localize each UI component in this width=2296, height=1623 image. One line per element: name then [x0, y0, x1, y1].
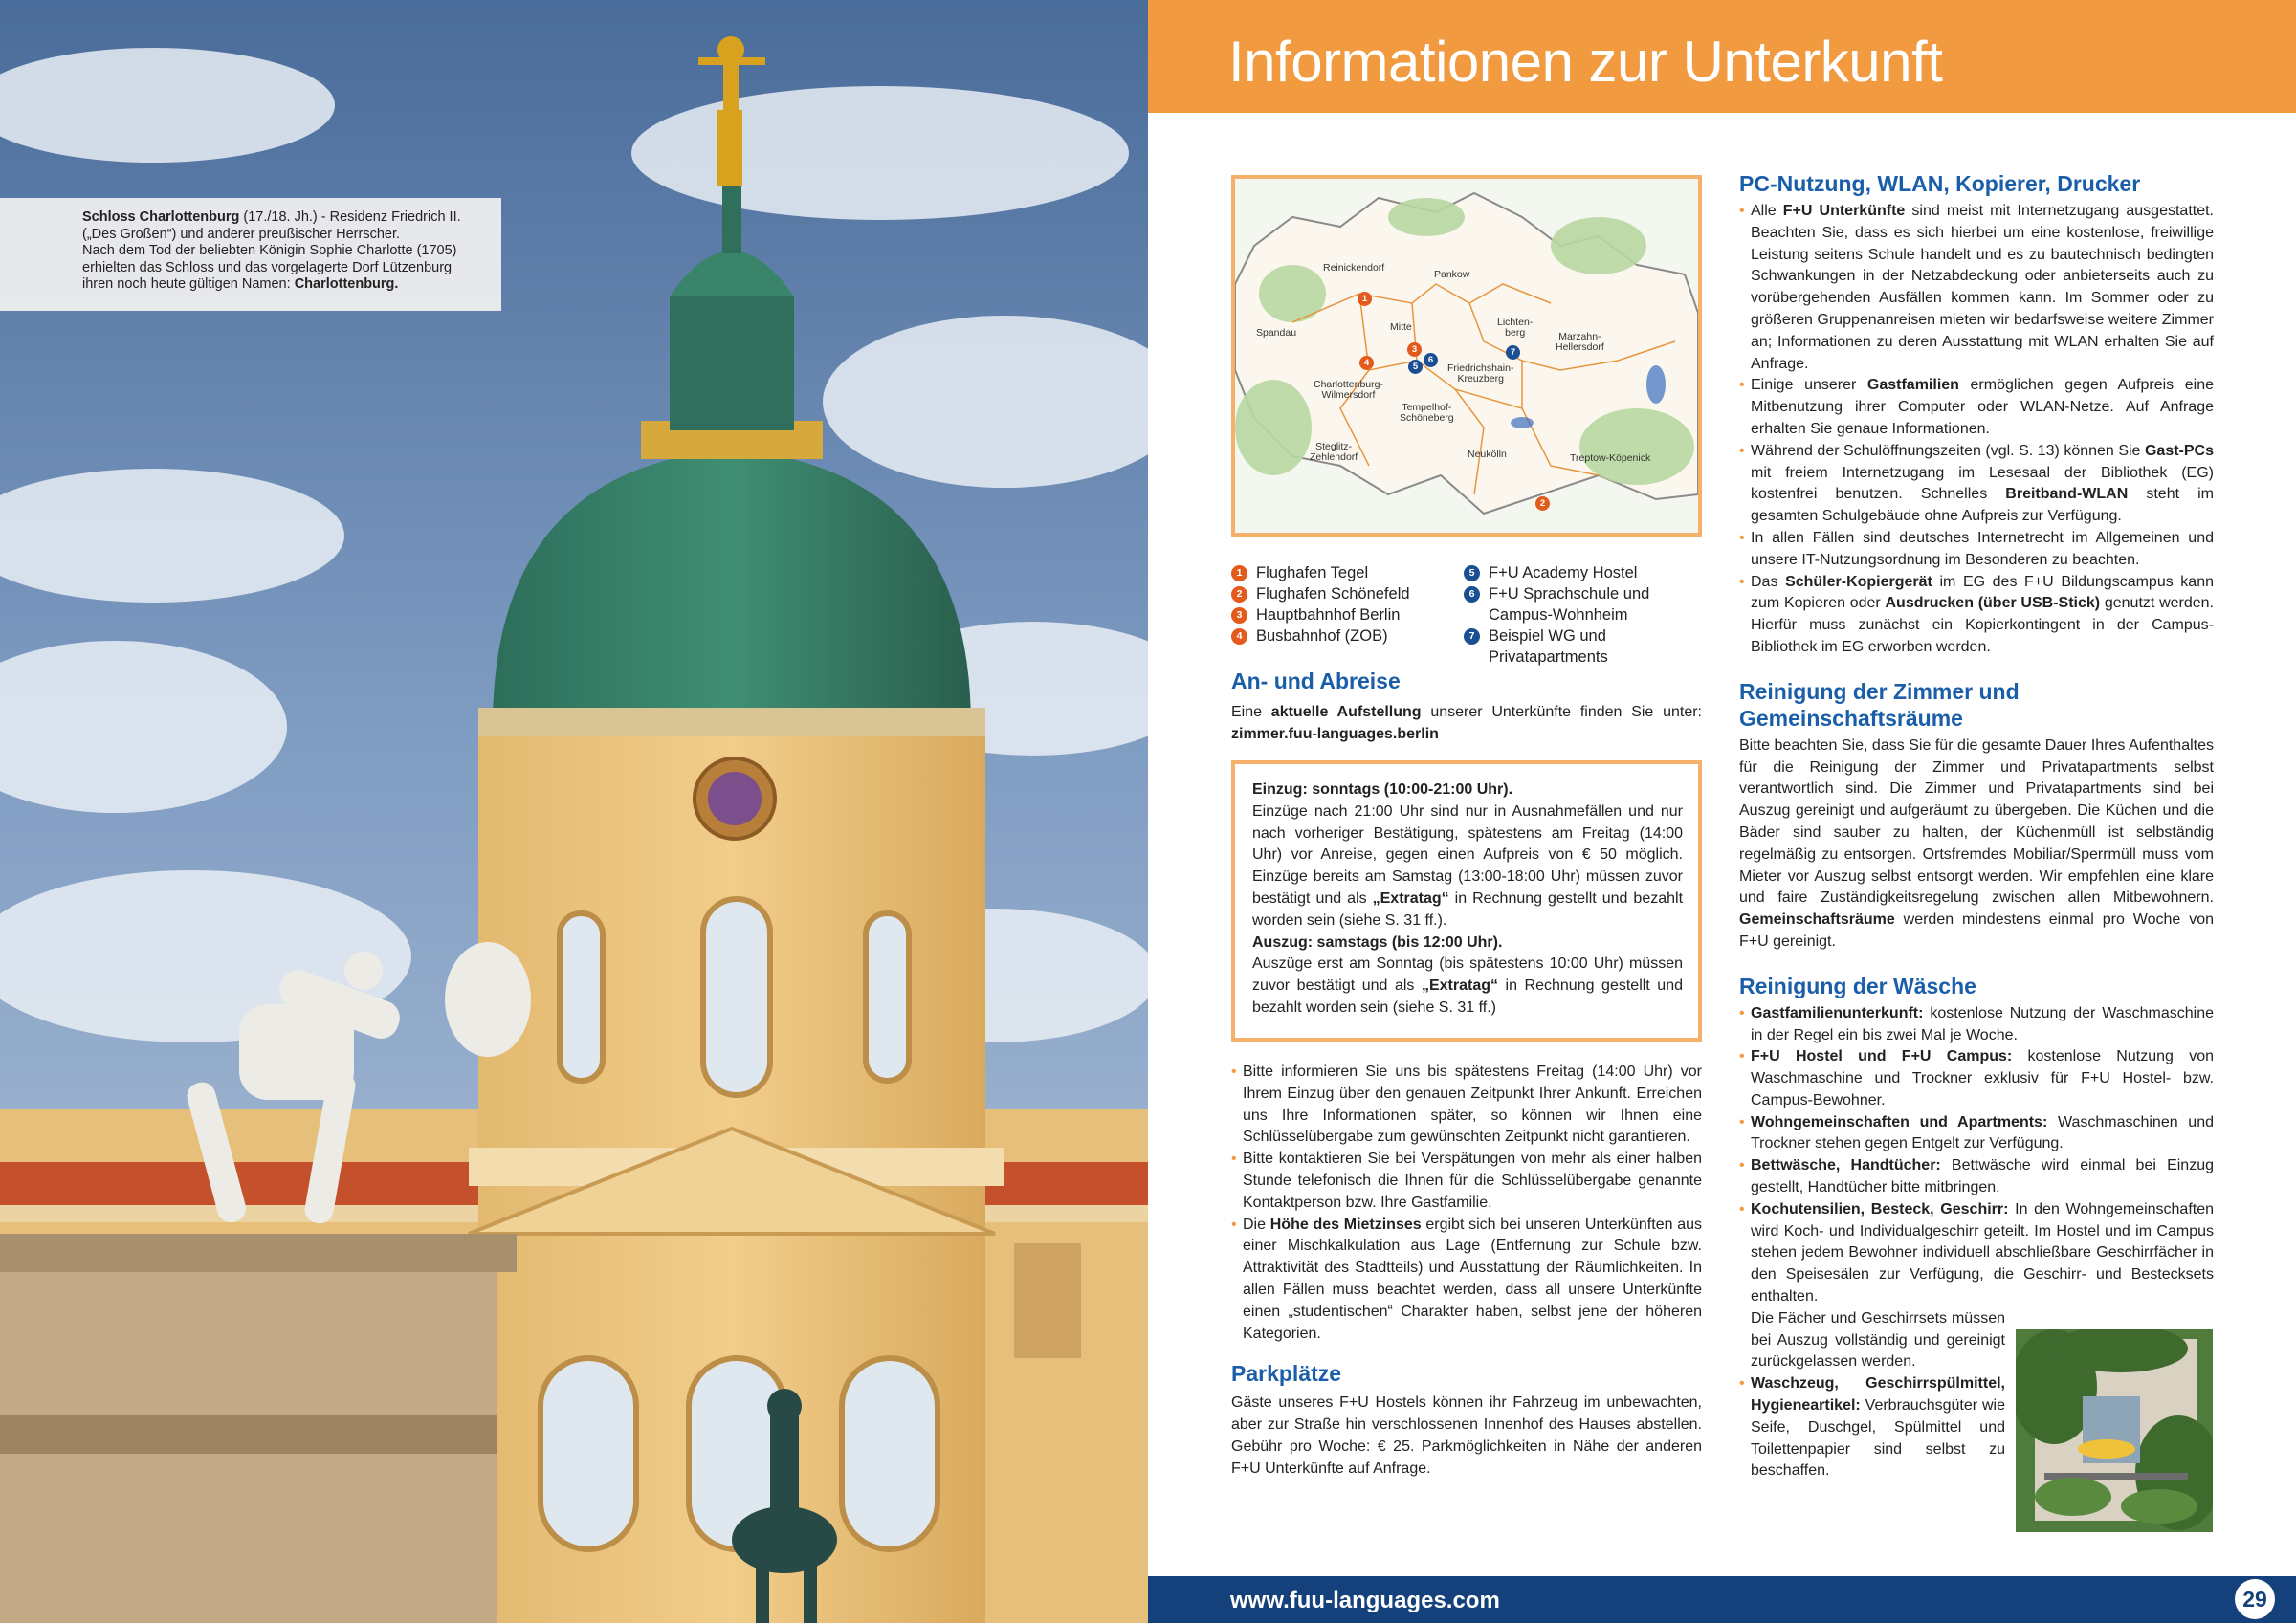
checkin-text: Einzüge nach 21:00 Uhr sind nur in Ausnahmefällen und nur nach vorheriger Bestätigung, spätestens am Freitag (14:00 Uhr) vor Anreise, gegen einen Aufpreis von € 50 möglich. Einzüge bereits am Samstag (13:00-18:00 Uhr) müssen zuvor bestätigt und als „Extratag“ in Rechnung gestellt und bezahlt worden sein (siehe S. 31 ff.). — [1252, 802, 1684, 929]
map-label-neukoelln: Neukölln — [1468, 449, 1507, 460]
legend-item — [1231, 625, 1451, 647]
map-marker-2: 2 — [1535, 496, 1550, 511]
berlin-district-map — [1231, 175, 1702, 537]
list-item: • Das Schüler-Kopiergerät im EG des F+U Bildungscampus kann zum Kopieren oder Ausdrucken (über USB-Stick) genutzt werden. Hierfür muss zunächst ein Kopierkontingent in der Campus-Bibliothek im EG erworben werden. — [1739, 572, 2214, 659]
checkin-title: Einzug: sonntags (10:00-21:00 Uhr). — [1252, 781, 1513, 798]
list-item: • Wohngemeinschaften und Apartments: Waschmaschinen und Trockner stehen gegen Entgelt zur Verfügung. — [1739, 1112, 2214, 1156]
legend-number: 1 — [1231, 565, 1247, 581]
legend-number: 4 — [1231, 628, 1247, 645]
laundry-continuation: Die Fächer und Geschirrsets müssen bei Auszug vollständig und gereinigt zurückgelassen werden. — [1751, 1309, 2005, 1371]
legend-item — [1464, 583, 1703, 625]
map-marker-3: 3 — [1407, 342, 1422, 357]
legend-item — [1464, 562, 1703, 583]
page-header — [1148, 0, 2296, 113]
map-legend-right — [1464, 562, 1703, 668]
list-item: • Bitte kontaktieren Sie bei Verspätungen von mehr als einer halben Stunde telefonisch die Ihnen für die Schlüsselübergabe genannte Kontaktperson bzw. Ihre Gastfamilie. — [1231, 1149, 1702, 1214]
map-marker-7: 7 — [1506, 345, 1520, 360]
list-item: • Bettwäsche, Handtücher: Bettwäsche wird einmal bei Einzug gestellt, Handtücher bitte mitbringen. — [1739, 1155, 2214, 1199]
legend-item — [1464, 625, 1703, 668]
legend-number: 2 — [1231, 586, 1247, 603]
checkout-title: Auszug: samstags (bis 12:00 Uhr). — [1252, 933, 1503, 951]
legend-label: Flughafen Schönefeld — [1256, 585, 1410, 603]
arrival-bullets — [1231, 1062, 1702, 1480]
pc-heading: PC-Nutzung, WLAN, Kopierer, Drucker — [1739, 171, 2141, 196]
map-label-reinickendorf: Reinickendorf — [1323, 262, 1385, 274]
map-label-steglitz-zehlendorf: Steglitz- Zehlendorf — [1310, 441, 1358, 463]
map-label-pankow: Pankow — [1434, 269, 1470, 280]
list-item: • Einige unserer Gastfamilien ermöglichen gegen Aufpreis eine Mitbenutzung ihrer Computer oder WLAN-Netze. Auf Anfrage erhalten Sie genaue Informationen. — [1739, 375, 2214, 440]
parking-heading: Parkplätze — [1231, 1361, 1342, 1387]
caption-line4: erhielten das Schloss und das vorgelagerte Dorf Lützenburg — [82, 259, 453, 275]
list-item: • Während der Schulöffnungszeiten (vgl. S. 13) können Sie Gast-PCs mit freiem Internetzugang im Lesesaal der Bibliothek (EG) kostenfrei benutzen. Schnelles Breitband-WLAN steht im gesamten Schulgebäude ohne Aufpreis zur Verfügung. — [1739, 441, 2214, 528]
checkout-text: Auszüge erst am Sonntag (bis spätestens 10:00 Uhr) müssen zuvor bestätigt und als „Extratag“ in Rechnung gestellt und bezahlt worden sein (siehe S. 31 ff.) — [1252, 955, 1683, 1016]
page-footer — [1148, 1576, 2296, 1623]
arrival-intro: Eine aktuelle Aufstellung unserer Unterkünfte finden Sie unter: zimmer.fuu-languages.berlin — [1231, 704, 1703, 742]
arrival-section — [1231, 668, 1702, 746]
legend-label: Busbahnhof (ZOB) — [1256, 627, 1388, 645]
map-legend-left — [1231, 562, 1451, 647]
map-marker-4: 4 — [1359, 356, 1374, 370]
caption-line2: („Des Großen“) und anderer preußischer Herrscher. — [82, 226, 401, 242]
map-label-tempelhof-schoeneberg: Tempelhof- Schöneberg — [1400, 402, 1454, 424]
list-item: • Bitte informieren Sie uns bis spätestens Freitag (14:00 Uhr) vor Ihrem Einzug über den genauen Zeitpunkt Ihrer Ankunft. Erreichen uns Ihre Informationen später, so können wir Ihnen eine Schlüsselübergabe zum gewünschten Zeitpunkt nicht garantieren. — [1231, 1062, 1702, 1149]
legend-number: 6 — [1464, 586, 1480, 603]
website-link[interactable]: www.fuu-languages.com — [1230, 1588, 1500, 1613]
map-label-spandau: Spandau — [1256, 327, 1297, 339]
legend-number: 7 — [1464, 628, 1480, 645]
cleaning-text: Bitte beachten Sie, dass Sie für die gesamte Dauer Ihres Aufenthaltes für die Reinigung der Zimmer und Privatapartments selbst verantwortlich sind. Die Zimmer und Privatapartments sind bei Auszug gereinigt und aufgeräumt zu übergeben. Die Küchen und die Bäder sind sauber zu halten, der Küchenmüll ist selbständig regelmäßig zu entsorgen. Ortsfremdes Mobiliar/Sperrmüll muss vom Mieter vor Auszug selbst entsorgt werden. Wir empfehlen eine klare und faire Zuständigkeitsregelung zwischen allen Mitbewohnern. Gemeinschaftsräume werden mindestens einmal pro Woche von F+U gereinigt. — [1739, 736, 2214, 950]
map-graphic — [1235, 179, 1698, 533]
map-marker-1: 1 — [1358, 292, 1372, 306]
checkin-checkout-box — [1231, 760, 1702, 1042]
legend-label: Hauptbahnhof Berlin — [1256, 606, 1401, 624]
map-label-lichtenberg: Lichten- berg — [1497, 317, 1534, 339]
legend-label: Beispiel WG und Privatapartments — [1489, 627, 1608, 666]
parking-text: Gäste unseres F+U Hostels können ihr Fahrzeug im unbewachten, aber zur Straße hin verschlossenen Innenhof des Hauses abstellen. Gebühr pro Woche: € 25. Parkmöglichkeiten in Nähe der anderen F+U Unterkünfte auf Anfrage. — [1231, 1394, 1702, 1477]
balcony-illustration — [2016, 1329, 2213, 1532]
map-label-friedrichshain-kreuzberg: Friedrichshain- Kreuzberg — [1447, 362, 1514, 384]
accommodation-link[interactable]: zimmer.fuu-languages.berlin — [1231, 725, 1439, 742]
legend-label: F+U Sprachschule und Campus-Wohnheim — [1489, 585, 1650, 624]
page-title: Informationen zur Unterkunft — [1228, 30, 1943, 94]
caption-line5: ihren noch heute gültigen Namen: — [82, 276, 295, 292]
list-item: • Die Höhe des Mietzinses ergibt sich bei unseren Unterkünften aus einer Mischkalkulation aus Lage (Entfernung zur Schule bzw. Attraktivität des Stadtteils) und Ausstattung der Räumlichkeiten. In allen Fällen muss beachtet werden, dass all unsere Unterkünfte einen „studentischen“ Charakter haben, selbst jene der höheren Kategorien. — [1231, 1215, 1702, 1346]
right-column — [1739, 170, 2214, 1482]
map-label-charlottenburg-wilmersdorf: Charlottenburg- Wilmersdorf — [1314, 379, 1383, 401]
caption-bold-end: Charlottenburg. — [294, 276, 399, 292]
photo-caption — [0, 198, 501, 311]
map-label-treptow-koepenick: Treptow-Köpenick — [1570, 452, 1651, 464]
legend-label: F+U Academy Hostel — [1489, 564, 1638, 581]
list-item: • In allen Fällen sind deutsches Internetrecht im Allgemeinen und unsere IT-Nutzungsordnung im Besonderen zu beachten. — [1739, 528, 2214, 572]
page-number: 29 — [2235, 1579, 2275, 1619]
legend-item — [1231, 583, 1451, 604]
map-label-mitte: Mitte — [1390, 321, 1412, 333]
cleaning-heading: Reinigung der Zimmer und Gemeinschaftsräume — [1739, 678, 2020, 731]
list-item: • Gastfamilienunterkunft: kostenlose Nutzung der Waschmaschine in der Regel ein bis zwei Mal je Woche. — [1739, 1003, 2214, 1047]
legend-number: 5 — [1464, 565, 1480, 581]
legend-item — [1231, 562, 1451, 583]
map-marker-6: 6 — [1424, 353, 1438, 367]
list-item: • Waschzeug, Geschirrspülmittel, Hygieneartikel: Verbrauchsgüter wie Seife, Duschgel, Spülmittel und Toilettenpapier sind selbst zu beschaffen. — [1739, 1373, 2005, 1482]
balcony-photo — [2016, 1329, 2213, 1532]
legend-number: 3 — [1231, 607, 1247, 624]
list-item: • F+U Hostel und F+U Campus: kostenlose Nutzung von Waschmaschine und Trockner exklusiv für F+U Hostel- bzw. Campus-Bewohner. — [1739, 1046, 2214, 1111]
map-marker-5: 5 — [1408, 360, 1423, 374]
list-item: • Alle F+U Unterkünfte sind meist mit Internetzugang ausgestattet. Beachten Sie, dass es sich hierbei um eine kostenlose, freiwillige Leistung seitens Schule handelt und es zu bautechnisch bedingten Schwankungen in der Netzabdeckung oder anbieterseits auch zu vorübergehenden Ausfällen kommen kann. Im Sommer oder zu größeren Gruppenanreisen mieten wir bedarfsweise weitere Zimmer an; Informationen zu deren Ausstattung mit WLAN erhalten Sie auf Anfrage. — [1739, 201, 2214, 375]
arrival-heading: An- und Abreise — [1231, 669, 1401, 693]
legend-label: Flughafen Tegel — [1256, 564, 1369, 581]
legend-item — [1231, 604, 1451, 625]
caption-title: Schloss Charlottenburg — [82, 209, 240, 225]
laundry-heading: Reinigung der Wäsche — [1739, 973, 1976, 998]
caption-line1: (17./18. Jh.) - Residenz Friedrich II. — [239, 209, 461, 225]
caption-line3: Nach dem Tod der beliebten Königin Sophie Charlotte (1705) — [82, 243, 457, 258]
list-item: • Kochutensilien, Besteck, Geschirr: In den Wohngemeinschaften wird Koch- und Individualgeschirr geteilt. Im Hostel und im Campus stehen jedem Bewohner individuell abschließbare Geschirrfächer in den Speisesälen zur Verfügung, die Geschirr- und Bestecksets enthalten. — [1739, 1199, 2214, 1308]
map-label-marzahn-hellersdorf: Marzahn- Hellersdorf — [1556, 331, 1604, 353]
